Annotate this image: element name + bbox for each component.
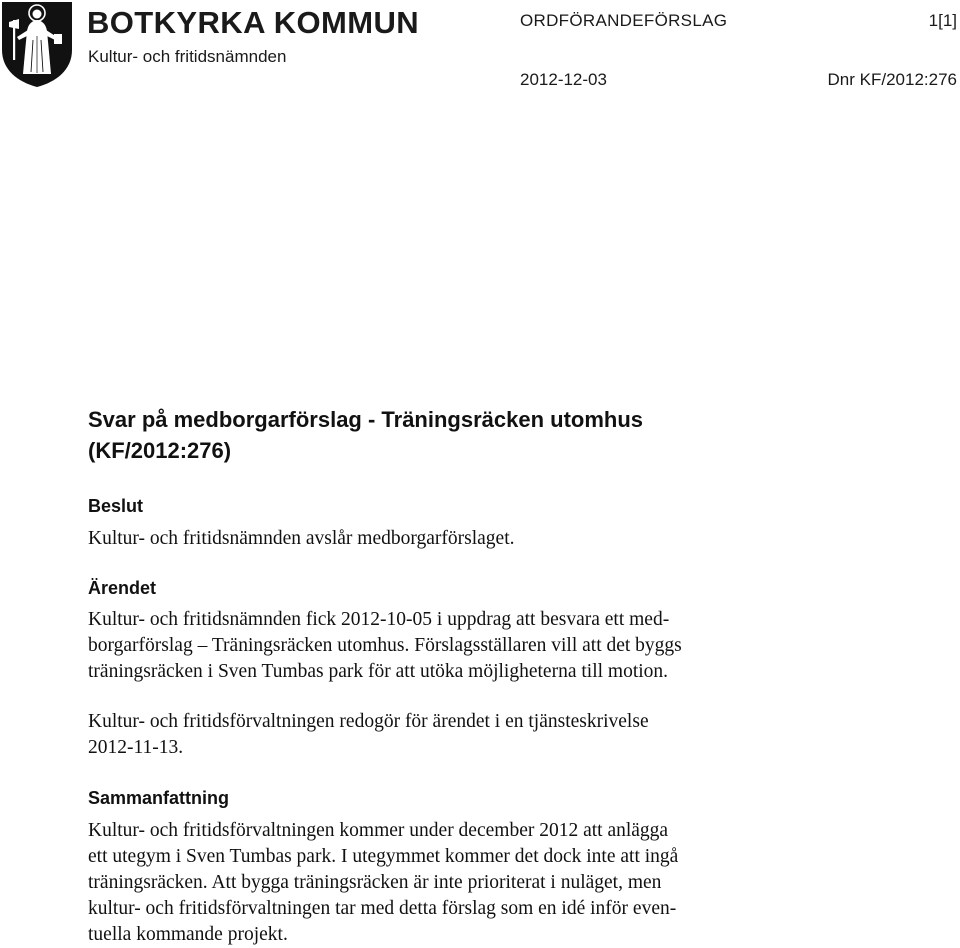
text-line: 2012-11-13. bbox=[88, 737, 184, 758]
text-line: ett utegym i Sven Tumbas park. I utegymmet kommer det dock inte att ingå bbox=[88, 846, 679, 867]
text-line: borgarförslag – Träningsräcken utomhus. Förslagsställaren vill att det byggs bbox=[88, 635, 682, 656]
registration-number: Dnr KF/2012:276 bbox=[827, 70, 957, 89]
text-line: Kultur- och fritidsförvaltningen kommer under december 2012 att anlägga bbox=[88, 820, 669, 841]
text-line: tuella kommande projekt. bbox=[88, 924, 288, 945]
document-date: 2012-12-03 bbox=[520, 70, 607, 89]
department-name: Kultur- och fritidsnämnden bbox=[88, 47, 287, 66]
section-heading-sammanfattning: Sammanfattning bbox=[88, 788, 230, 808]
text-line: Kultur- och fritidsnämnden fick 2012-10-05 i uppdrag att besvara ett med- bbox=[88, 609, 670, 630]
coat-of-arms-logo bbox=[0, 0, 74, 88]
text-line: träningsräcken i Sven Tumbas park för att utöka möjligheterna till motion. bbox=[88, 661, 669, 682]
organization-name: BOTKYRKA KOMMUN bbox=[87, 5, 420, 40]
arendet-paragraph-2 bbox=[88, 709, 649, 761]
sammanfattning-paragraph bbox=[88, 818, 678, 948]
document-title bbox=[88, 404, 643, 466]
text-line: Kultur- och fritidsnämnden avslår medborgarförslaget. bbox=[88, 528, 515, 549]
beslut-paragraph bbox=[88, 526, 515, 552]
title-line: Svar på medborgarförslag - Träningsräcken utomhus bbox=[88, 407, 644, 432]
text-line: kultur- och fritidsförvaltningen tar med detta förslag som en idé inför even- bbox=[88, 898, 677, 919]
section-heading-beslut: Beslut bbox=[88, 496, 144, 516]
section-heading-arendet: Ärendet bbox=[88, 578, 157, 598]
arendet-paragraph-1 bbox=[88, 607, 682, 685]
text-line: Kultur- och fritidsförvaltningen redogör för ärendet i en tjänsteskrivelse bbox=[88, 711, 649, 732]
document-type: ORDFÖRANDEFÖRSLAG bbox=[520, 11, 728, 30]
page-number: 1[1] bbox=[928, 11, 957, 30]
text-line: träningsräcken. Att bygga träningsräcken är inte prioriterat i nuläget, men bbox=[88, 872, 662, 893]
title-line: (KF/2012:276) bbox=[88, 438, 232, 463]
